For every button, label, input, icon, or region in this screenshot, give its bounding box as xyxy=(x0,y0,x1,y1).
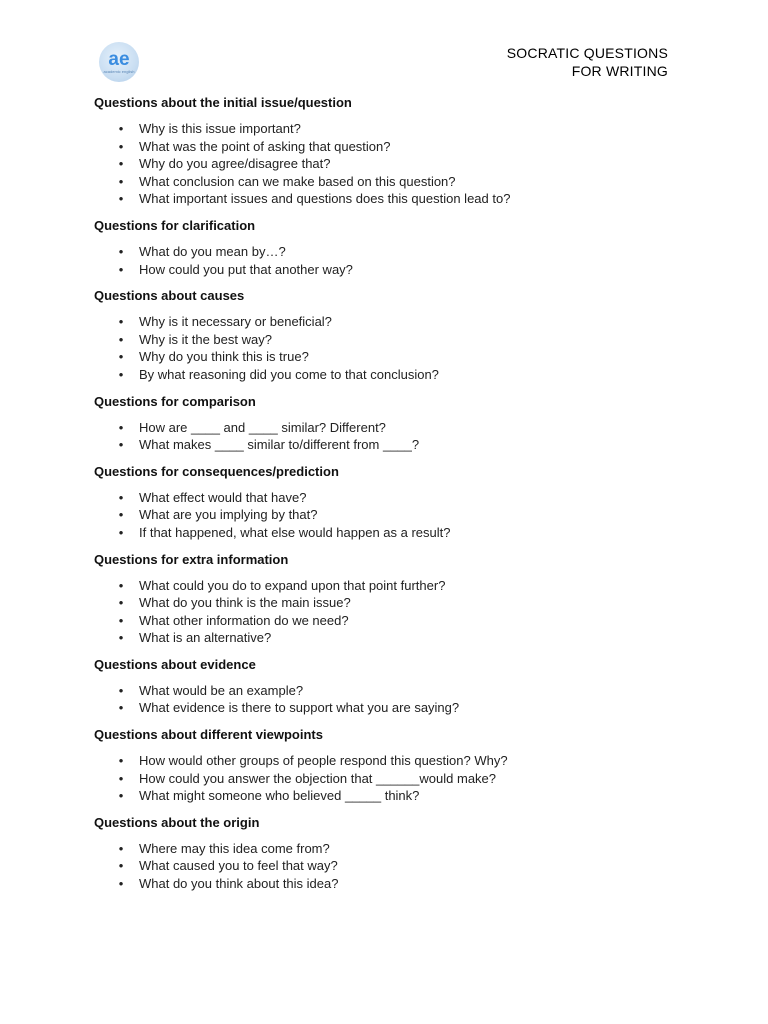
question-text: What other information do we need? xyxy=(139,612,349,628)
question-items xyxy=(94,243,694,278)
section xyxy=(94,464,694,542)
bullet-icon: • xyxy=(118,788,124,804)
bullet-icon: • xyxy=(118,121,124,136)
list-item xyxy=(94,699,694,717)
list-item xyxy=(94,348,694,366)
logo-subtext: academic english xyxy=(103,69,135,74)
section-heading: Questions for clarification xyxy=(94,217,256,233)
question-text: What effect would that have? xyxy=(139,489,307,505)
list-item xyxy=(94,436,694,454)
list-item xyxy=(94,331,694,349)
question-text: What important issues and questions does this question lead to? xyxy=(139,191,511,207)
title-line-1: SOCRATIC QUESTIONS xyxy=(506,45,668,61)
list-item xyxy=(94,787,694,805)
bullet-icon: • xyxy=(118,261,124,277)
question-items xyxy=(94,840,694,893)
academic-english-logo xyxy=(99,42,139,82)
section xyxy=(94,95,694,208)
question-text: What do you mean by…? xyxy=(139,243,286,259)
list-item xyxy=(94,875,694,893)
bullet-icon: • xyxy=(118,437,124,453)
list-item xyxy=(94,612,694,630)
question-text: What makes ____ similar to/different from ____? xyxy=(139,437,420,453)
list-item xyxy=(94,489,694,507)
bullet-icon: • xyxy=(118,331,124,347)
list-item xyxy=(94,857,694,875)
list-item xyxy=(94,629,694,647)
bullet-icon: • xyxy=(118,876,124,892)
bullet-icon: • xyxy=(118,138,124,154)
bullet-icon: • xyxy=(118,489,124,505)
question-items xyxy=(94,313,694,383)
list-item xyxy=(94,419,694,437)
list-item xyxy=(94,190,694,208)
question-items xyxy=(94,682,694,717)
list-item xyxy=(94,770,694,788)
section-heading: Questions about evidence xyxy=(94,656,256,672)
list-item xyxy=(94,506,694,524)
list-item xyxy=(94,577,694,595)
list-item xyxy=(94,366,694,384)
list-item xyxy=(94,524,694,542)
list-item xyxy=(94,594,694,612)
section-heading: Questions for comparison xyxy=(94,393,256,409)
question-list xyxy=(94,95,694,903)
bullet-icon: • xyxy=(118,577,124,593)
bullet-icon: • xyxy=(118,191,124,207)
bullet-icon: • xyxy=(118,419,124,435)
section xyxy=(94,394,694,454)
question-text: Why do you think this is true? xyxy=(139,349,309,365)
question-text: What could you do to expand upon that point further? xyxy=(139,577,446,593)
section xyxy=(94,815,694,893)
bullet-icon: • xyxy=(118,173,124,189)
section-heading: Questions about the initial issue/question xyxy=(94,95,352,110)
question-text: What conclusion can we make based on this question? xyxy=(139,173,456,189)
bullet-icon: • xyxy=(118,858,124,874)
question-text: By what reasoning did you come to that conclusion? xyxy=(139,366,439,382)
question-text: Why is it the best way? xyxy=(139,331,272,347)
list-item xyxy=(94,120,694,138)
bullet-icon: • xyxy=(118,314,124,330)
question-text: What might someone who believed _____ think? xyxy=(139,788,420,804)
section xyxy=(94,657,694,717)
question-text: What is an alternative? xyxy=(139,630,272,646)
bullet-icon: • xyxy=(118,243,124,259)
question-items xyxy=(94,419,694,454)
question-text: What evidence is there to support what you are saying? xyxy=(139,700,460,716)
question-text: What caused you to feel that way? xyxy=(139,858,338,874)
bullet-icon: • xyxy=(118,840,124,856)
question-text: Why do you agree/disagree that? xyxy=(139,156,331,172)
section xyxy=(94,288,694,383)
section xyxy=(94,727,694,805)
bullet-icon: • xyxy=(118,700,124,716)
bullet-icon: • xyxy=(118,682,124,698)
question-text: What do you think is the main issue? xyxy=(139,595,351,611)
list-item xyxy=(94,243,694,261)
question-items xyxy=(94,752,694,805)
question-items xyxy=(94,577,694,647)
question-text: What do you think about this idea? xyxy=(139,876,339,892)
section-heading: Questions about the origin xyxy=(94,814,260,830)
title-line-2: FOR WRITING xyxy=(571,63,668,79)
section-heading: Questions for extra information xyxy=(94,551,289,567)
question-items xyxy=(94,120,694,208)
bullet-icon: • xyxy=(118,524,124,540)
list-item xyxy=(94,173,694,191)
question-text: If that happened, what else would happen as a result? xyxy=(139,524,451,540)
list-item xyxy=(94,155,694,173)
list-item xyxy=(94,261,694,279)
list-item xyxy=(94,682,694,700)
section-heading: Questions for consequences/prediction xyxy=(94,463,339,479)
logo-text: ae xyxy=(108,49,130,70)
bullet-icon: • xyxy=(118,349,124,365)
list-item xyxy=(94,313,694,331)
question-text: What was the point of asking that question? xyxy=(139,138,391,154)
question-text: How would other groups of people respond this question? Why? xyxy=(139,753,508,769)
bullet-icon: • xyxy=(118,630,124,646)
bullet-icon: • xyxy=(118,612,124,628)
section xyxy=(94,218,694,278)
list-item xyxy=(94,752,694,770)
logo-mark xyxy=(99,42,139,82)
bullet-icon: • xyxy=(118,156,124,172)
question-text: How could you answer the objection that ______would make? xyxy=(139,770,497,786)
question-text: How are ____ and ____ similar? Different? xyxy=(139,419,386,435)
section-heading: Questions about causes xyxy=(94,288,245,304)
question-items xyxy=(94,489,694,542)
question-text: Why is this issue important? xyxy=(139,121,301,136)
bullet-icon: • xyxy=(118,507,124,523)
section-heading: Questions about different viewpoints xyxy=(94,727,323,743)
bullet-icon: • xyxy=(118,753,124,769)
list-item xyxy=(94,138,694,156)
question-text: Where may this idea come from? xyxy=(139,840,330,856)
question-text: What are you implying by that? xyxy=(139,507,318,523)
question-text: What would be an example? xyxy=(139,682,304,698)
question-text: How could you put that another way? xyxy=(139,261,353,277)
document-title xyxy=(507,44,668,80)
bullet-icon: • xyxy=(118,595,124,611)
bullet-icon: • xyxy=(118,770,124,786)
bullet-icon: • xyxy=(118,366,124,382)
section xyxy=(94,552,694,647)
question-text: Why is it necessary or beneficial? xyxy=(139,314,332,330)
list-item xyxy=(94,840,694,858)
